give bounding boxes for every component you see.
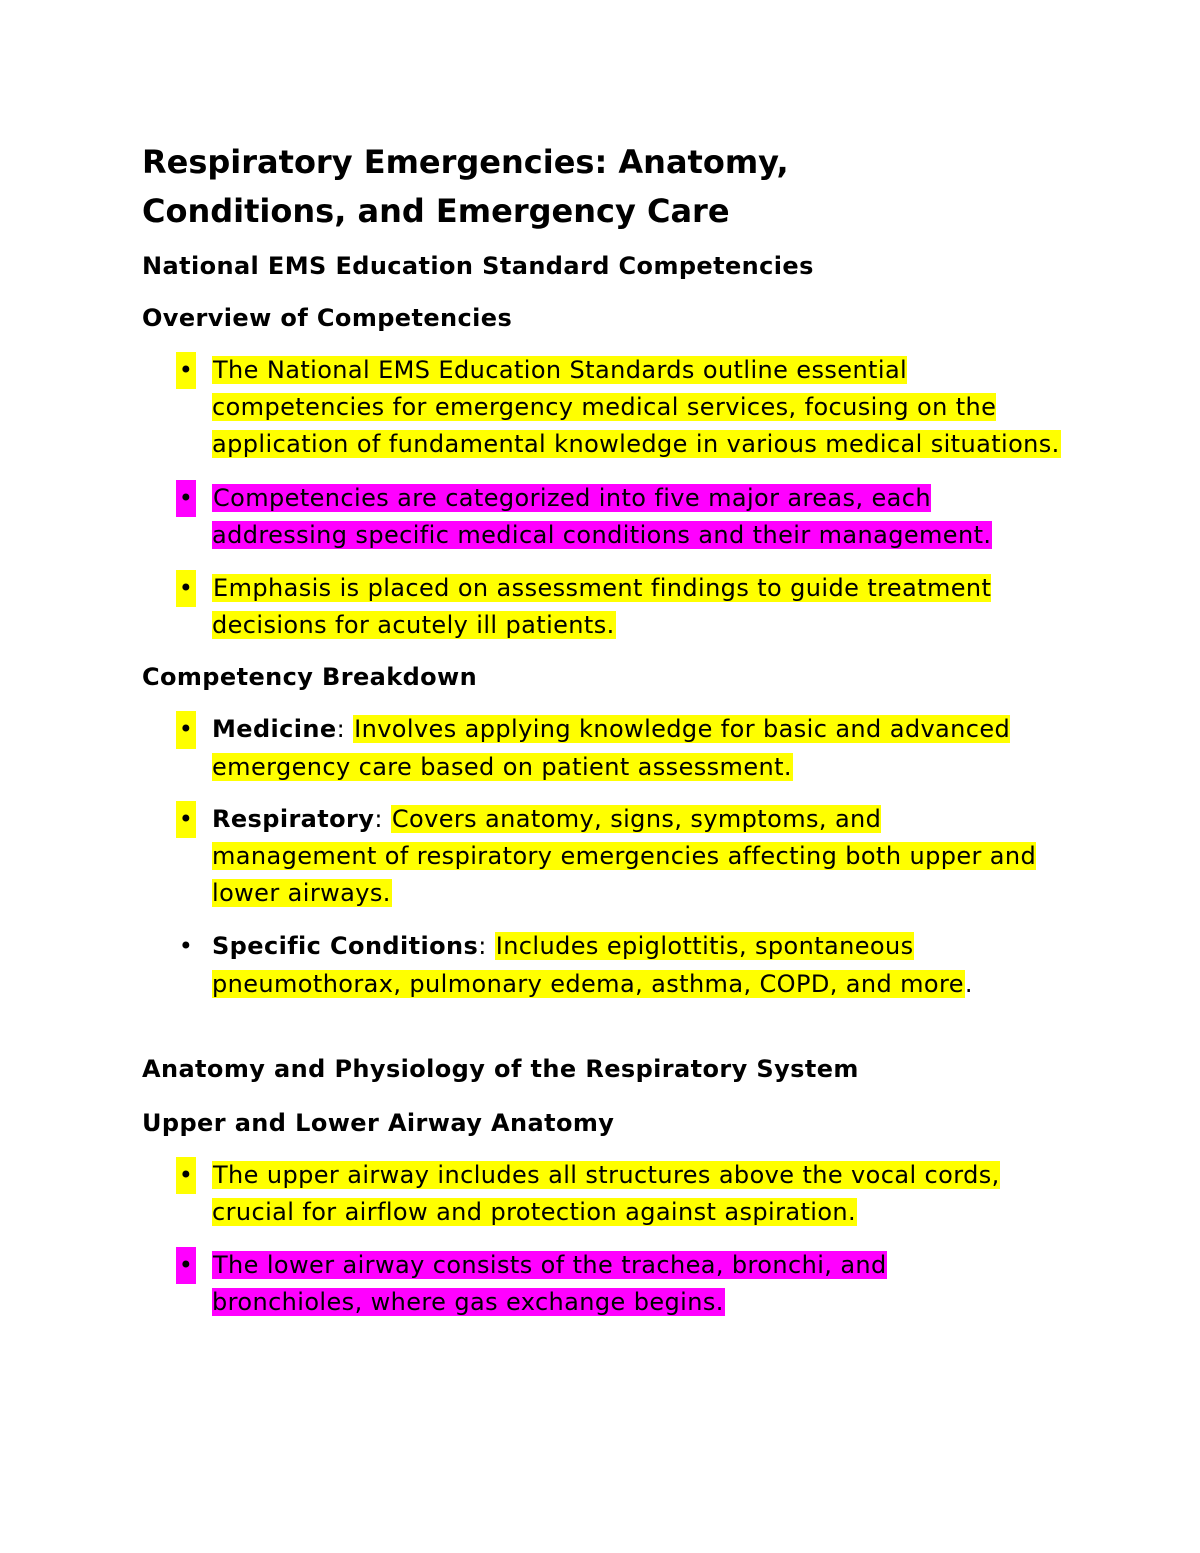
highlighted-text: The lower airway consists of the trachea, bronchi, and bronchioles, where gas exchange begins. <box>212 1251 887 1317</box>
document-title: Respiratory Emergencies: Anatomy, Conditions, and Emergency Care <box>142 143 789 230</box>
overview-list <box>142 352 1072 644</box>
breakdown-list <box>142 711 1072 1002</box>
highlighted-text: Emphasis is placed on assessment findings to guide treatment decisions for acutely ill patients. <box>212 574 992 640</box>
highlighted-text: Includes epiglottitis, spontaneous pneumothorax, pulmonary edema, asthma, COPD, and more <box>212 932 964 998</box>
list-item <box>142 352 1072 464</box>
subheading-overview: Overview of Competencies <box>142 304 513 332</box>
bullet-icon: • <box>178 932 194 961</box>
bullet-icon: • <box>176 480 196 517</box>
highlighted-text: Competencies are categorized into five major areas, each addressing specific medical conditions and their management. <box>212 483 992 549</box>
bullet-icon: • <box>176 1247 196 1284</box>
document-content <box>142 138 1072 1322</box>
bullet-icon: • <box>176 711 196 748</box>
subheading-airway: Upper and Lower Airway Anatomy <box>142 1108 615 1137</box>
list-item <box>142 711 1042 785</box>
term-label: Medicine <box>212 715 337 744</box>
subheading-breakdown: Competency Breakdown <box>142 663 478 692</box>
bullet-icon: • <box>176 352 196 389</box>
list-item <box>142 801 1042 913</box>
trailing-period: . <box>964 969 973 998</box>
airway-list <box>142 1157 1072 1322</box>
list-item <box>142 928 1072 1002</box>
list-item <box>142 480 1042 554</box>
list-item <box>142 570 1042 644</box>
term-label: Respiratory <box>212 804 375 833</box>
section-heading-competencies: National EMS Education Standard Competencies <box>142 252 814 280</box>
bullet-icon: • <box>176 801 196 838</box>
bullet-icon: • <box>176 570 196 607</box>
term-separator: : <box>478 932 495 961</box>
bullet-icon: • <box>176 1157 196 1194</box>
list-item <box>142 1247 1042 1321</box>
highlighted-text: Involves applying knowledge for basic and advanced emergency care based on patient assessment. <box>212 715 1011 781</box>
list-item <box>142 1157 1042 1231</box>
highlighted-text: The National EMS Education Standards outline essential competencies for emergency medical services, focusing on the application of fundamental knowledge in various medical situations. <box>212 356 1060 459</box>
highlighted-text: The upper airway includes all structures above the vocal cords, crucial for airflow and protection against aspiration. <box>212 1160 1000 1227</box>
term-separator: : <box>374 804 391 833</box>
highlighted-text: Covers anatomy, signs, symptoms, and management of respiratory emergencies affecting both upper and lower airways. <box>212 804 1037 908</box>
section-heading-anatomy: Anatomy and Physiology of the Respiratory System <box>142 1054 859 1083</box>
term-label: Specific Conditions <box>212 932 479 961</box>
term-separator: : <box>336 715 354 744</box>
